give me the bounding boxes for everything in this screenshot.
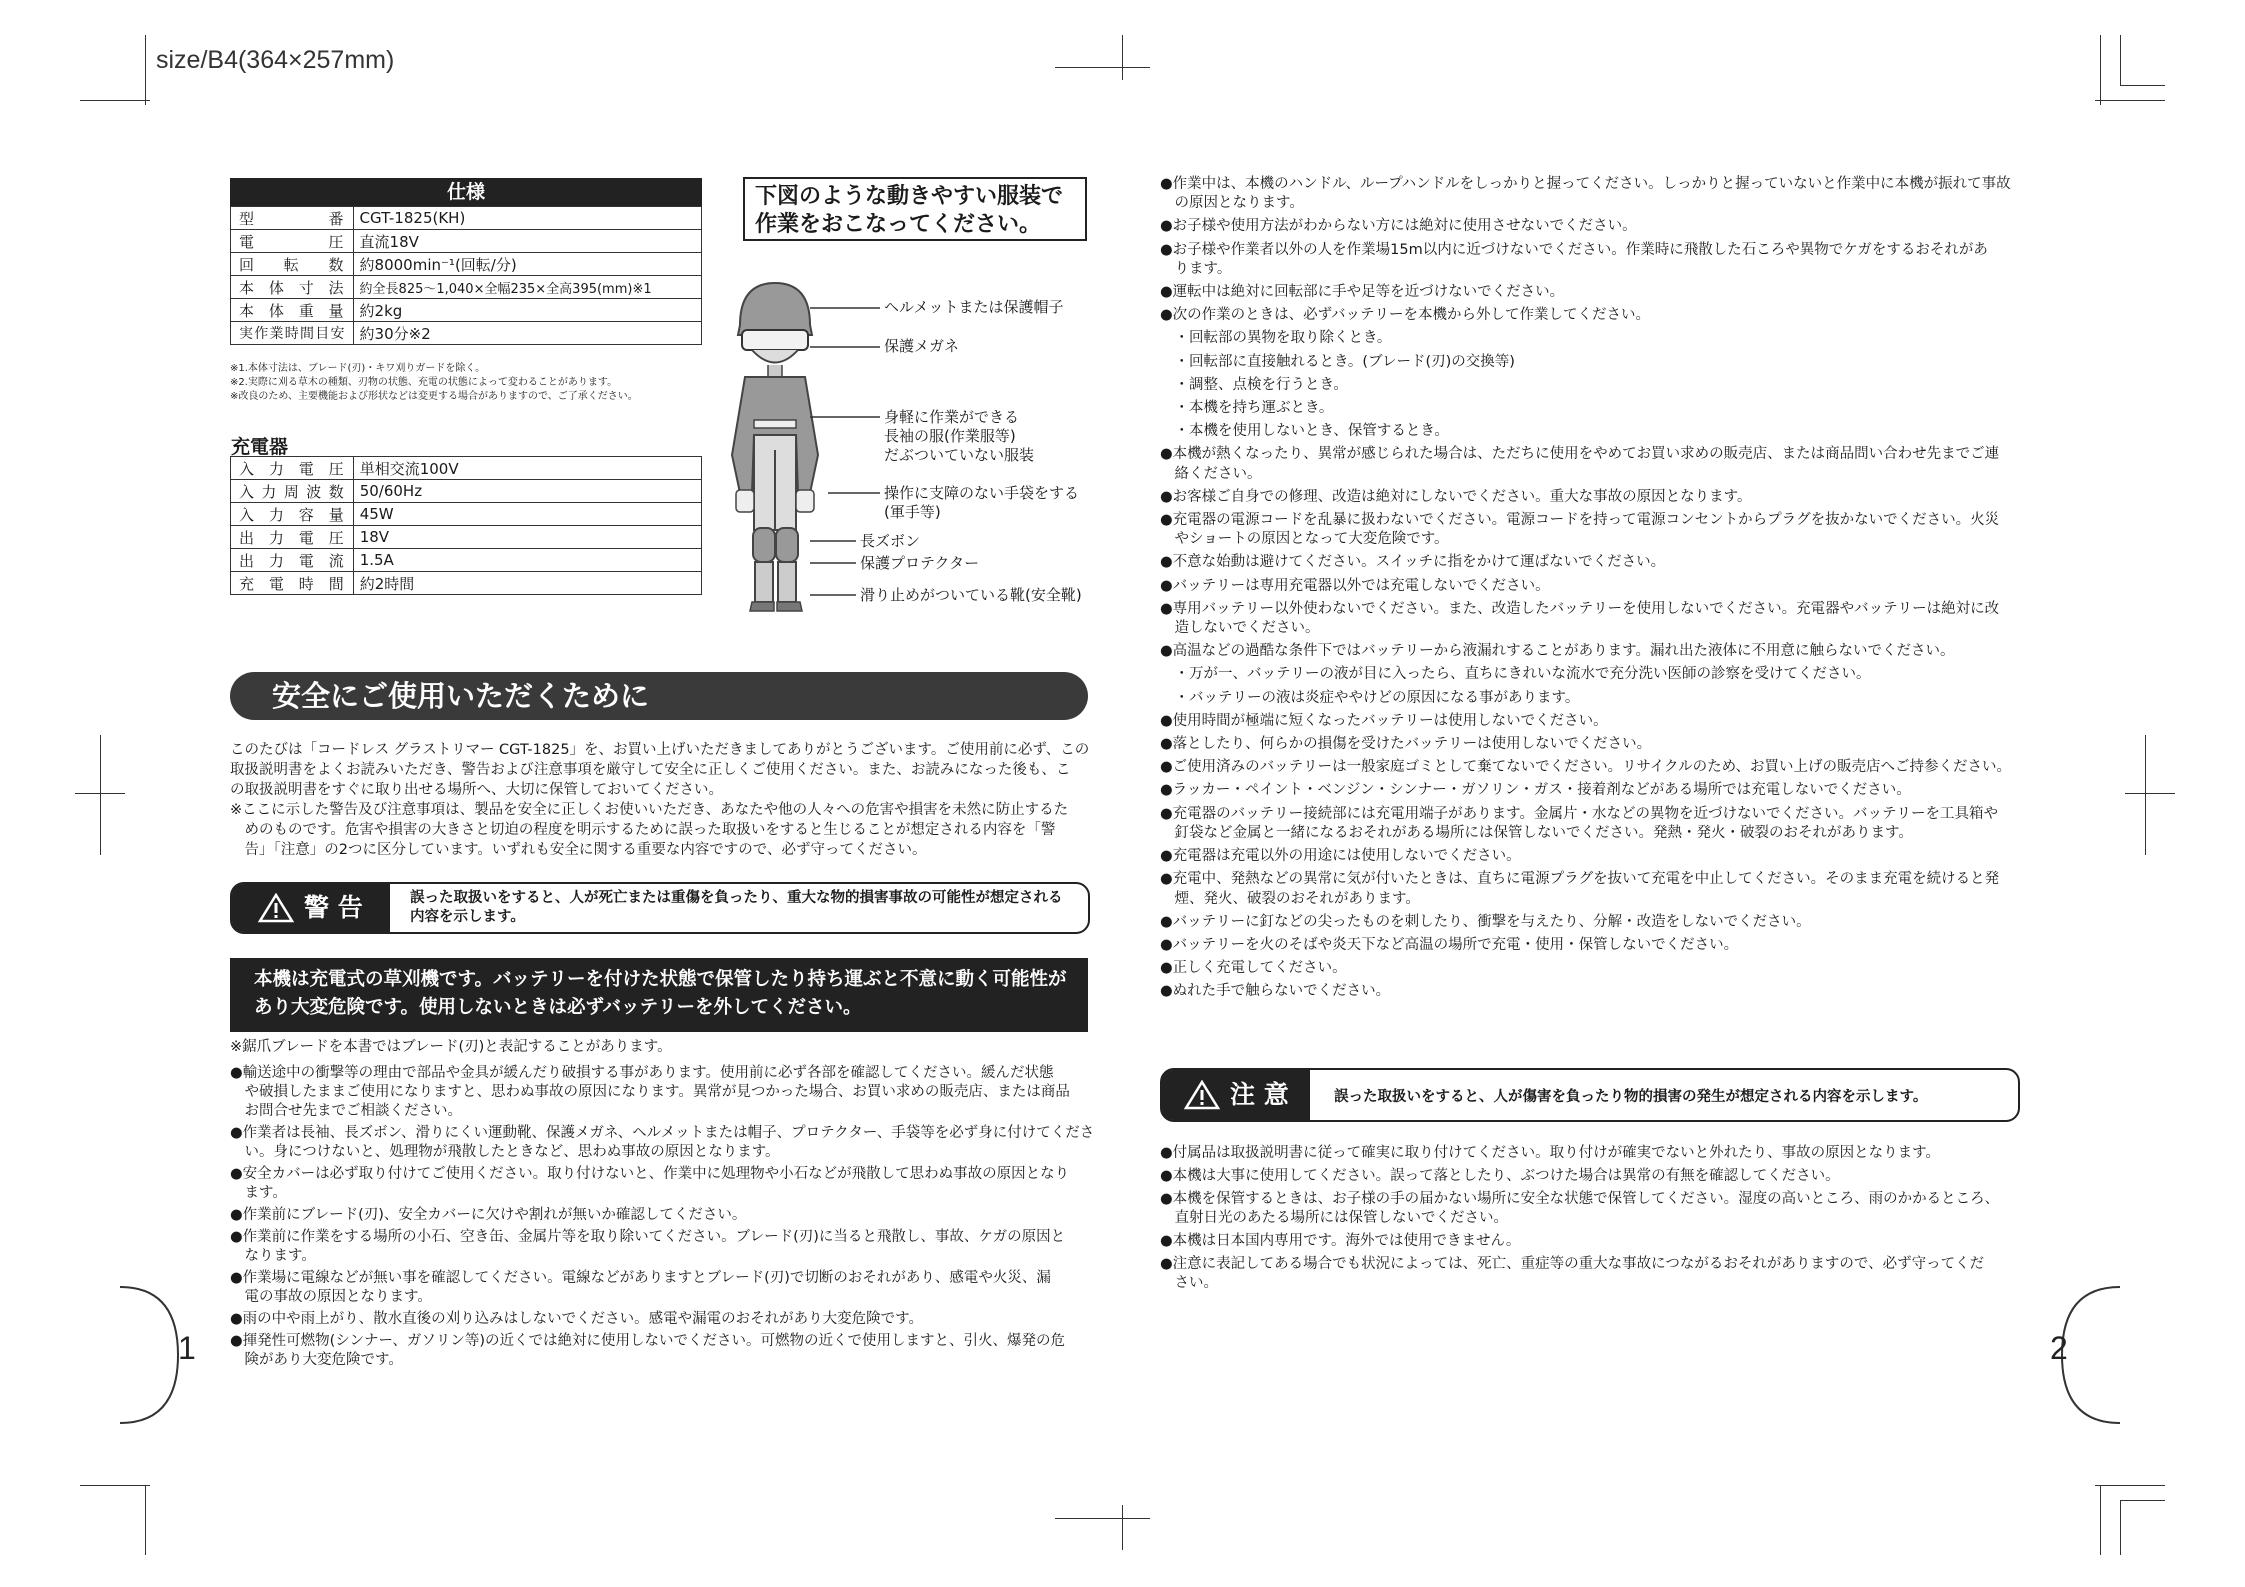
table-row	[231, 457, 702, 480]
spec-notes	[230, 362, 638, 404]
center-mark-top	[1055, 67, 1150, 68]
intro-line: このたびは「コードレス グラストリマー CGT-1825」を、お買い上げいただきましてありがとうございます。ご使用前に必ず、この	[230, 742, 1090, 758]
spec-note: ※改良のため、主要機能および形状などは変更する場合がありますので、ご了承ください。	[230, 391, 638, 402]
warning-label: 警 告	[304, 893, 363, 922]
list-item: ●雨の中や雨上がり、散水直後の刈り込みはしないでください。感電や漏電のおそれがあり大変危険です。	[230, 1311, 923, 1327]
spec-value: 約2kg	[353, 299, 701, 322]
size-label: size/B4(364×257mm)	[156, 46, 395, 74]
charger-value: 単相交流100V	[353, 457, 701, 480]
charger-table	[230, 456, 702, 595]
battery-alert-box	[230, 958, 1088, 1032]
list-item: ●作業中は、本機のハンドル、ループハンドルをしっかりと握ってください。しっかりと握っていないと作業中に本機が振れて事故 の原因となります。	[1160, 176, 2011, 212]
charger-value: 約2時間	[353, 572, 701, 595]
intro-line: の取扱説明書をすぐに取り出せる場所へ、大切に保管しておいてください。	[230, 782, 723, 798]
list-item: ・回転部に直接触れるとき。(ブレード(刃)の交換等)	[1160, 353, 1515, 370]
list-item: ●お子様や使用方法がわからない方には絶対に使用させないでください。	[1160, 218, 1637, 235]
spec-value: 直流18V	[353, 230, 701, 253]
list-item: ●注意に表記してある場合でも状況によっては、死亡、重症等の重大な事故につながるおそれがありますので、必ず守ってくだ さい。	[1160, 1256, 1985, 1291]
charger-key: 入力容量	[231, 503, 354, 526]
list-item: ●本機は日本国内専用です。海外では使用できません。	[1160, 1233, 1521, 1249]
table-row	[231, 322, 702, 345]
crop-mark	[2095, 1485, 2165, 1486]
charger-key: 入力電圧	[231, 457, 354, 480]
label-clothes-line: 身軽に作業ができる	[884, 408, 1020, 426]
table-row	[231, 230, 702, 253]
spec-key: 回転数	[231, 253, 354, 276]
list-item: ●バッテリーに釘などの尖ったものを刺したり、衝撃を与えたり、分解・改造をしないでください。	[1160, 913, 1811, 930]
label-pants: 長ズボン	[860, 532, 921, 550]
left-bullets	[230, 1064, 1100, 1373]
label-boots: 滑り止めがついている靴(安全靴)	[860, 586, 1082, 604]
list-item: ●付属品は取扱説明書に従って確実に取り付けてください。取り付けが確実でないと外れたり、事故の原因となります。	[1160, 1145, 1940, 1161]
table-row	[231, 503, 702, 526]
safety-heading: 安全にご使用いただくために	[230, 672, 1088, 720]
center-mark-right	[2145, 735, 2146, 855]
list-item: ・本機を使用しないとき、保管するとき。	[1160, 423, 1449, 440]
charger-title: 充電器	[231, 436, 289, 458]
list-item: ●作業場に電線などが無い事を確認してください。電線などがありますとブレード(刃)で切断のおそれがあり、感電や火災、漏 電の事故の原因となります。	[230, 1270, 1051, 1305]
list-item: ●バッテリーを火のそばや炎天下など高温の場所で充電・使用・保管しないでください。	[1160, 936, 1739, 953]
list-item: ●次の作業のときは、必ずバッテリーを本機から外して作業してください。	[1160, 307, 1650, 324]
list-item: ●不意な始動は避けてください。スイッチに指をかけて運ばないでください。	[1160, 554, 1666, 571]
page-tab-right	[2060, 1285, 2120, 1425]
spec-key: 型番	[231, 207, 354, 230]
spec-value: 約全長825〜1,040×全幅235×全高395(mm)※1	[353, 276, 701, 299]
list-item: ●使用時間が極端に短くなったバッテリーは使用しないでください。	[1160, 712, 1608, 729]
list-item: ・回転部の異物を取り除くとき。	[1160, 330, 1392, 347]
intro-line: 取扱説明書をよくお読みいただき、警告および注意事項を厳守して安全に正しくご使用ください。また、お読みになった後も、こ	[230, 762, 1071, 778]
right-bullets	[1160, 175, 2040, 1006]
label-goggles: 保護メガネ	[884, 337, 960, 355]
clothing-title-line: 作業をおこなってください。	[755, 212, 1042, 237]
label-clothes-line: 長袖の服(作業服等)	[884, 427, 1016, 445]
charger-key: 充電時間	[231, 572, 354, 595]
warning-box	[230, 882, 1090, 934]
table-row	[231, 549, 702, 572]
crop-mark	[145, 1485, 146, 1555]
list-item: ●正しく充電してください。	[1160, 960, 1347, 977]
spec-key: 電圧	[231, 230, 354, 253]
crop-mark	[2100, 1485, 2101, 1555]
crop-mark	[2095, 100, 2165, 101]
blade-note: ※鋸爪ブレードを本書ではブレード(刃)と表記することがあります。	[230, 1039, 672, 1055]
table-row	[231, 276, 702, 299]
intro-line: ※ここに示した警告及び注意事項は、製品を安全に正しくお使いいただき、あなたや他の人々への危害や損害を未然に防止するた	[230, 802, 1069, 818]
charger-value: 18V	[353, 526, 701, 549]
spec-title: 仕様	[230, 178, 702, 206]
caution-bullets	[1160, 1144, 2040, 1297]
spec-key: 本体重量	[231, 299, 354, 322]
list-item: ●輸送途中の衝撃等の理由で部品や金具が緩んだり破損する事があります。使用前に必ず各部を確認してください。緩んだ状態 や破損したままご使用になりますと、思わぬ事故の原因になります。異常が見つかった場合、お買い求めの販売店、または商品 お問合せ先までご相談ください。	[230, 1065, 1070, 1119]
crop-mark	[2120, 35, 2121, 85]
warning-desc-line: 内容を示します。	[410, 909, 525, 925]
list-item: ●本機は大事に使用してください。誤って落としたり、ぶつけた場合は異常の有無を確認してください。	[1160, 1168, 1840, 1184]
list-item: ●充電器のバッテリー接続部には充電用端子があります。金属片・水などの異物を近づけないでください。バッテリーを工具箱や 釘袋など金属と一緒になるおそれがある場所には保管しないでください。発熱・発火・破裂のおそれがあります。	[1160, 805, 1998, 841]
list-item: ●バッテリーは専用充電器以外では充電しないでください。	[1160, 577, 1550, 594]
charger-value: 50/60Hz	[353, 480, 701, 503]
warning-triangle-icon	[258, 893, 294, 923]
label-gloves	[884, 484, 1079, 522]
list-item: ●充電中、発熱などの異常に気が付いたときは、直ちに電源プラグを抜いて充電を中止してください。そのまま充電を続けると発 煙、発火、破裂のおそれがあります。	[1160, 871, 2000, 907]
list-item: ●充電器の電源コードを乱暴に扱わないでください。電源コードを持って電源コンセントからプラグを抜かないでください。火災 やショートの原因となって大変危険です。	[1160, 512, 2000, 548]
list-item: ●落としたり、何らかの損傷を受けたバッテリーは使用しないでください。	[1160, 736, 1652, 753]
list-item: ・バッテリーの液は炎症ややけどの原因になる事があります。	[1160, 689, 1580, 706]
label-gloves-line: (軍手等)	[884, 503, 941, 521]
list-item: ●作業前にブレード(刃)、安全カバーに欠けや割れが無いか確認してください。	[230, 1207, 747, 1223]
list-item: ●ぬれた手で触らないでください。	[1160, 983, 1391, 1000]
list-item: ●作業前に作業をする場所の小石、空き缶、金属片等を取り除いてください。ブレード(刃)に当ると飛散し、事故、ケガの原因と なります。	[230, 1229, 1066, 1264]
table-row	[231, 572, 702, 595]
center-mark-bottom	[1122, 1505, 1123, 1550]
table-row	[231, 299, 702, 322]
charger-value: 45W	[353, 503, 701, 526]
list-item: ●専用バッテリー以外使わないでください。また、改造したバッテリーを使用しないでください。充電器やバッテリーは絶対に改 造しないでください。	[1160, 600, 2000, 637]
crop-mark	[2120, 85, 2165, 86]
spec-note: ※2.実際に刈る草木の種類、刃物の状態、充電の状態によって変わることがあります。	[230, 377, 618, 388]
label-clothes-line: だぶついていない服装	[884, 446, 1035, 464]
spec-value: 約8000min⁻¹(回転/分)	[353, 253, 701, 276]
list-item: ●安全カバーは必ず取り付けてご使用ください。取り付けないと、作業中に処理物や小石などが飛散して思わぬ事故の原因となり ます。	[230, 1166, 1070, 1201]
list-item: ●本機を保管するときは、お子様の手の届かない場所に安全な状態で保管してください。湿度の高いところ、雨のかかるところ、 直射日光のあたる場所には保管しないでください。	[1160, 1191, 2000, 1226]
caution-box	[1160, 1068, 2020, 1122]
crop-mark	[145, 35, 146, 105]
table-row	[231, 207, 702, 230]
intro-line: めのものです。危害や損害の大きさと切迫の程度を明示するために誤った取扱いをすると生じることが想定される内容を「警	[230, 822, 1056, 838]
page-number-right: 2	[2050, 1330, 2068, 1366]
list-item: ●揮発性可燃物(シンナー、ガソリン等)の近くでは絶対に使用しないでください。可燃物の近くで使用しますと、引火、爆発の危 険があり大変危険です。	[230, 1333, 1066, 1368]
center-mark-top	[1122, 35, 1123, 80]
list-item: ・調整、点検を行うとき。	[1160, 376, 1348, 393]
center-mark-right	[2125, 793, 2175, 794]
center-mark-left	[100, 735, 101, 855]
alert-line: あり大変危険です。使用しないときは必ずバッテリーを外してください。	[254, 997, 862, 1018]
list-item: ●ラッカー・ペイント・ベンジン・シンナー・ガソリン・ガス・接着剤などがある場所では充電しないでください。	[1160, 782, 1911, 799]
page-number-left: 1	[178, 1330, 196, 1366]
list-item: ●作業者は長袖、長ズボン、滑りにくい運動靴、保護メガネ、ヘルメットまたは帽子、プロテクター、手袋等を必ず身に付けてくださ い。身につけないと、処理物が飛散したときなど、思わぬ事故の原因となります。	[230, 1125, 1095, 1160]
spec-key: 実作業時間目安	[231, 322, 354, 345]
label-helmet: ヘルメットまたは保護帽子	[884, 298, 1064, 316]
label-clothes	[884, 408, 1034, 465]
warning-desc	[410, 889, 1063, 927]
clothing-title-line: 下図のような動きやすい服装で	[755, 184, 1064, 209]
charger-key: 出力電圧	[231, 526, 354, 549]
caution-triangle-icon	[1184, 1080, 1220, 1110]
alert-line: 本機は充電式の草刈機です。バッテリーを付けた状態で保管したり持ち運ぶと不意に動く可能性が	[254, 969, 1067, 990]
charger-key: 入力周波数	[231, 480, 354, 503]
center-mark-bottom	[1055, 1518, 1150, 1519]
spec-note: ※1.本体寸法は、ブレード(刃)・キワ刈りガードを除く。	[230, 363, 486, 374]
crop-mark	[80, 100, 150, 101]
warning-desc-line: 誤った取扱いをすると、人が死亡または重傷を負ったり、重大な物的損害事故の可能性が想定される	[410, 890, 1063, 906]
crop-mark	[2100, 35, 2101, 105]
list-item: ●高温などの過酷な条件下ではバッテリーから液漏れすることがあります。漏れ出た液体に不用意に触らないでください。	[1160, 643, 1955, 660]
list-item: ・万が一、バッテリーの液が目に入ったら、直ちにきれいな流水で充分洗い医師の診察を受けてください。	[1160, 666, 1871, 683]
crop-mark	[2120, 1500, 2165, 1501]
spec-table	[230, 206, 702, 345]
list-item: ●充電器は充電以外の用途には使用しないでください。	[1160, 848, 1521, 865]
clothing-title	[743, 177, 1087, 241]
spec-key: 本体寸法	[231, 276, 354, 299]
label-gloves-line: 操作に支障のない手袋をする	[884, 484, 1080, 502]
list-item: ●お客様ご自身での修理、改造は絶対にしないでください。重大な事故の原因となります。	[1160, 488, 1752, 505]
list-item: ・本機を持ち運ぶとき。	[1160, 400, 1334, 417]
list-item: ●運転中は絶対に回転部に手や足等を近づけないでください。	[1160, 284, 1565, 301]
safety-intro	[230, 740, 1100, 860]
spec-value: 約30分※2	[353, 322, 701, 345]
charger-key: 出力電流	[231, 549, 354, 572]
table-row	[231, 253, 702, 276]
list-item: ●お子様や作業者以外の人を作業場15m以内に近づけないでください。作業時に飛散した石ころや異物でケガをするおそれがあ ります。	[1160, 241, 1988, 277]
charger-value: 1.5A	[353, 549, 701, 572]
caution-label: 注 意	[1230, 1080, 1289, 1109]
crop-mark	[2120, 1500, 2121, 1555]
spec-value: CGT-1825(KH)	[353, 207, 701, 230]
intro-line: 告」「注意」の2つに区分しています。いずれも安全に関する重要な内容ですので、必ず守ってください。	[230, 842, 927, 858]
warning-tag	[232, 884, 390, 932]
caution-desc: 誤った取扱いをすると、人が傷害を負ったり物的損害の発生が想定される内容を示します。	[1334, 1089, 1928, 1105]
crop-mark	[80, 1485, 150, 1486]
table-row	[231, 526, 702, 549]
table-row	[231, 480, 702, 503]
caution-tag	[1162, 1070, 1310, 1120]
label-protector: 保護プロテクター	[860, 554, 980, 572]
page-tab-left	[120, 1285, 180, 1425]
list-item: ●ご使用済みのバッテリーは一般家庭ゴミとして棄てないでください。リサイクルのため、お買い上げの販売店へご持参ください。	[1160, 759, 2012, 776]
list-item: ●本機が熱くなったり、異常が感じられた場合は、ただちに使用をやめてお買い求めの販売店、または商品問い合わせ先までご連 絡ください。	[1160, 446, 2000, 482]
